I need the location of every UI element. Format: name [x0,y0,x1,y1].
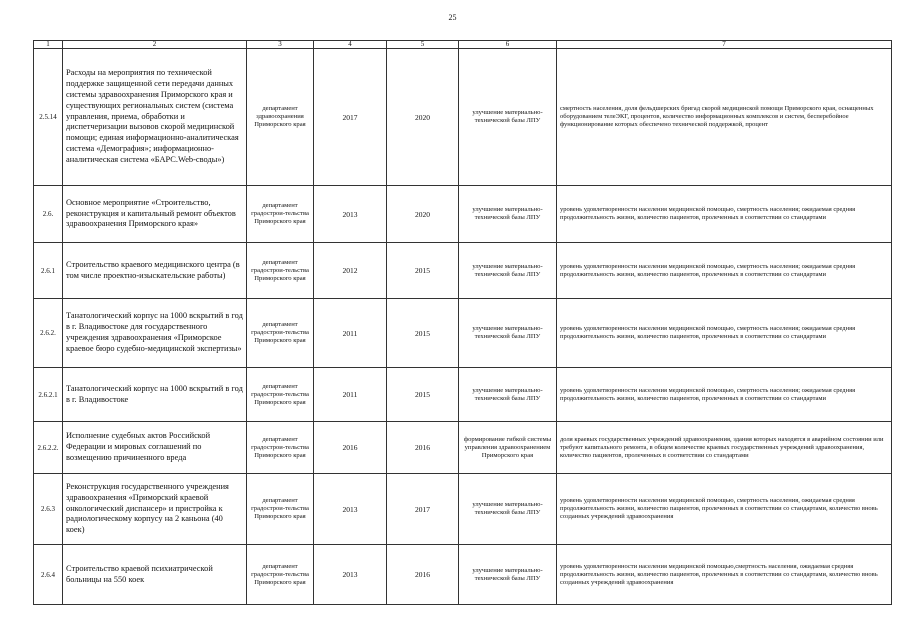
header-cell: 3 [247,41,314,49]
start-year: 2017 [314,49,387,186]
measure-name: Строительство краевой психиатрической больницы на 550 коек [63,545,247,605]
expected-result: улучшение материально-технической базы ЛПУ [459,243,557,299]
measure-name: Танатологический корпус на 1000 вскрытий в год в г. Владивостоке для государственного учреждения здравоохранения «Приморское краевое бюро судебно-медицинской экспертизы» [63,299,247,368]
header-cell: 4 [314,41,387,49]
indicators: доля краевых государственных учреждений здравоохранения, здания которых находятся в аварийном состоянии или требуют капитального ремонта, в общем количестве краевых государственных учреждений здравоохранения, количество пациентов, пролеченных в соответствии со стандартами [557,422,892,474]
row-number: 2.6.2.1 [34,368,63,422]
header-row [34,41,892,49]
executor: департамент градострои-тельства Приморского края [247,186,314,243]
expected-result: улучшение материально-технической базы ЛПУ [459,368,557,422]
end-year: 2015 [387,368,459,422]
row-number: 2.6.4 [34,545,63,605]
end-year: 2017 [387,474,459,545]
header-cell: 1 [34,41,63,49]
end-year: 2016 [387,545,459,605]
executor: департамент градострои-тельства Приморского края [247,243,314,299]
measure-name: Реконструкция государственного учреждения здравоохранения «Приморский краевой онкологический диспансер» и пристройка к радиологическому корпусу на 2 каньона (40 коек) [63,474,247,545]
executor: департамент градострои-тельства Приморского края [247,545,314,605]
header-cell: 2 [63,41,247,49]
table-row [34,474,892,545]
executor: департамент градострои-тельства Приморского края [247,299,314,368]
executor: департамент градострои-тельства Приморского края [247,368,314,422]
row-number: 2.6.2.2. [34,422,63,474]
expected-result: улучшение материально-технической базы ЛПУ [459,474,557,545]
row-number: 2.6. [34,186,63,243]
expected-result: улучшение материально-технической базы ЛПУ [459,545,557,605]
end-year: 2015 [387,299,459,368]
expected-result: улучшение материально-технической базы ЛПУ [459,299,557,368]
executor: департамент градострои-тельства Приморского края [247,422,314,474]
end-year: 2016 [387,422,459,474]
row-number: 2.6.2. [34,299,63,368]
indicators: уровень удовлетворенности населения медицинской помощью,смертность населения, ожидаемая средняя продолжительность жизни, количество пациентов, пролеченных в соответствии со стандартами, количество вновь созданных учреждений здравоохранения [557,545,892,605]
expected-result: улучшение материально-технической базы ЛПУ [459,186,557,243]
indicators: смертность населения, доля фельдшерских бригад скорой медицинской помощи Приморского края, оснащенных оборудованием телеЭКГ, процентов, количество информационных комплексов и систем, бесперебойное функционирование которых обеспечено технической поддержкой, процент [557,49,892,186]
measure-name: Строительство краевого медицинского центра (в том числе проектно-изыскательские работы) [63,243,247,299]
header-cell: 6 [459,41,557,49]
table-row [34,368,892,422]
table-row [34,545,892,605]
indicators: уровень удовлетворенности населения медицинской помощью, смертность населения; ожидаемая средняя продолжительность жизни, количество пациентов, пролеченных в соответствии со стандартами [557,368,892,422]
executor: департамент здравоохранения Приморского края [247,49,314,186]
table-row [34,299,892,368]
table-row [34,243,892,299]
table-row [34,186,892,243]
table-row [34,422,892,474]
measure-name: Основное мероприятие «Строительство, реконструкция и капитальный ремонт объектов здравоохранения Приморского края» [63,186,247,243]
start-year: 2011 [314,299,387,368]
expected-result: формирование гибкой системы управления здравоохранением Приморского края [459,422,557,474]
start-year: 2011 [314,368,387,422]
expected-result: улучшение материально-технической базы ЛПУ [459,49,557,186]
page-number: 25 [448,13,457,22]
row-number: 2.6.1 [34,243,63,299]
executor: департамент градострои-тельства Приморского края [247,474,314,545]
indicators: уровень удовлетворенности населения медицинской помощью, смертность населения; ожидаемая средняя продолжительность жизни, количество пациентов, пролеченных в соответствии со стандартами [557,299,892,368]
table-row [34,49,892,186]
indicators: уровень удовлетворенности населения медицинской помощью, смертность населения; ожидаемая средняя продолжительность жизни, количество пациентов, пролеченных в соответствии со стандартами [557,186,892,243]
start-year: 2013 [314,545,387,605]
end-year: 2015 [387,243,459,299]
measure-name: Исполнение судебных актов Российской Федерации и мировых соглашений по возмещению причиненного вреда [63,422,247,474]
start-year: 2012 [314,243,387,299]
row-number: 2.5.14 [34,49,63,186]
header-cell: 7 [557,41,892,49]
row-number: 2.6.3 [34,474,63,545]
start-year: 2013 [314,186,387,243]
measures-table [33,40,892,605]
indicators: уровень удовлетворенности населения медицинской помощью, смертность населения, ожидаемая средняя продолжительность жизни, количество пациентов, пролеченных в соответствии со стандартами, количество вновь созданных учреждений здравоохранения [557,474,892,545]
start-year: 2013 [314,474,387,545]
end-year: 2020 [387,186,459,243]
indicators: уровень удовлетворенности населения медицинской помощью, смертность населения; ожидаемая средняя продолжительность жизни, количество пациентов, пролеченных в соответствии со стандартами [557,243,892,299]
measure-name: Танатологический корпус на 1000 вскрытий в год в г. Владивостоке [63,368,247,422]
measure-name: Расходы на мероприятия по технической поддержке защищенной сети передачи данных системы здравоохранения Приморского края и существующих региональных систем (система управления, приема, обработки и диспетчеризации вызовов скорой медицинской помощи; единая информационно-аналитическая система «Демография»; информационно-аналитическая система «БАРС.Web-своды») [63,49,247,186]
header-cell: 5 [387,41,459,49]
end-year: 2020 [387,49,459,186]
start-year: 2016 [314,422,387,474]
